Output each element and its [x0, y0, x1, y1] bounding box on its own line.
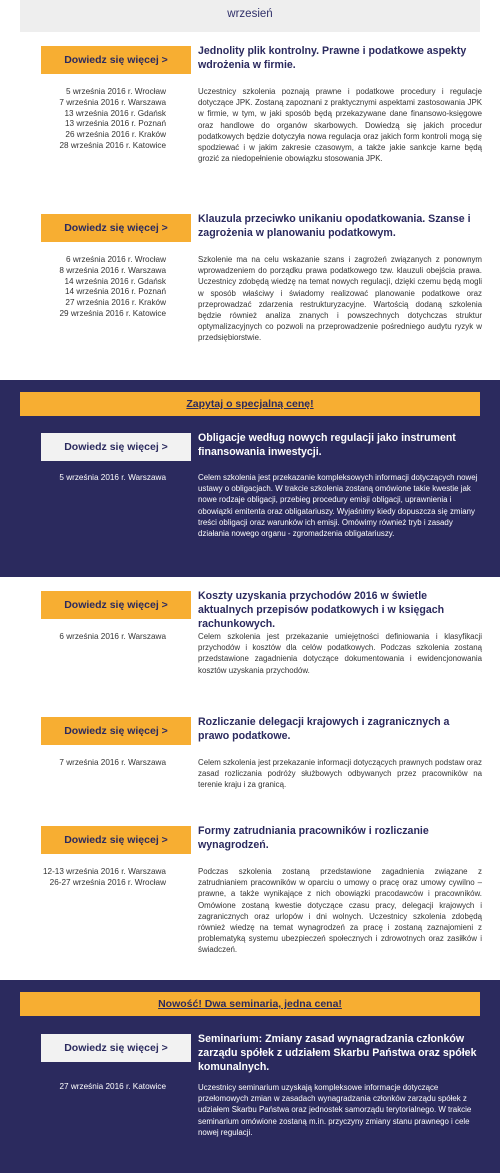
course-6-more-button[interactable]: Dowiedz się więcej >	[41, 826, 191, 854]
course-6-date: 26-27 września 2016 r. Wrocław	[49, 877, 166, 887]
course-1-dates	[0, 87, 166, 152]
course-2-date: 6 września 2016 r. Wrocław	[66, 255, 166, 264]
course-3-description: Celem szkolenia jest przekazanie kompleksowych informacji dotyczących nowej ustawy o obligacjach. W trakcie szkolenia zostaną omówione takie kwestie jak nowe rodzaje obligacji, przebieg procedury emisji obligacji, uprawnienia i obowiązki emitenta oraz obligatariuszy. Wyjaśnimy kiedy dopuszcza się zmiany treści obligacji oraz warunków ich emisji. Omówimy również tryb i zasady działania nowego organu - zgromadzenia obligatariuszy.	[198, 473, 478, 539]
course-7-more-button[interactable]: Dowiedz się więcej >	[41, 1034, 191, 1062]
course-1-date: 5 września 2016 r. Wrocław	[66, 87, 166, 96]
course-6-dates	[0, 867, 166, 889]
course-2-title: Klauzula przeciwko unikaniu opodatkowania. Szanse i zagrożenia w planowaniu podatkowym.	[198, 213, 471, 239]
course-1-date: 26 września 2016 r. Kraków	[65, 130, 166, 140]
course-1-description: Uczestnicy szkolenia poznają prawne i podatkowe procedury i regulacje dotyczące JPK. Zostaną zapoznani z praktycznymi aspektami zastosowania JPK w firmie, w tym, w jaki sposób będą przekazywane dane finansowo-księgowe oraz handlowe do organów skarbowych. Dowiedzą się jakich procedur podatkowych będzie dotyczyła nowa regulacja oraz jakich form kontroli mogą się spodziewać i w jakim zakresie czasowym, a także jakie sankcje karne będą grozić za niedopełnienie obowiązku stosowania JPK.	[198, 87, 482, 164]
course-2-dates	[0, 255, 166, 320]
course-3-more-button[interactable]: Dowiedz się więcej >	[41, 433, 191, 461]
course-4-dates	[0, 632, 166, 643]
course-3-title: Obligacje według nowych regulacji jako instrument finansowania inwestycji.	[198, 432, 456, 458]
two-seminars-section	[0, 980, 500, 1173]
course-2-date: 29 września 2016 r. Katowice	[59, 308, 166, 318]
course-2-date: 27 września 2016 r. Kraków	[65, 298, 166, 308]
course-5-date: 7 września 2016 r. Warszawa	[59, 758, 166, 767]
course-7-date: 27 września 2016 r. Katowice	[59, 1082, 166, 1091]
course-2-date: 14 września 2016 r. Gdańsk	[64, 276, 166, 286]
special-price-link[interactable]: Zapytaj o specjalną cenę!	[20, 392, 480, 416]
course-4-title: Koszty uzyskania przychodów 2016 w świetle aktualnych przepisów podatkowych i w księgach rachunkowych.	[198, 590, 445, 630]
course-5-more-button[interactable]: Dowiedz się więcej >	[41, 717, 191, 745]
course-7-title: Seminarium: Zmiany zasad wynagradzania członków zarządu spółek z udziałem Skarbu Państwa oraz spółek komunalnych.	[198, 1033, 477, 1073]
course-7-description: Uczestnicy seminarium uzyskają kompleksowe informacje dotyczące przełomowych zmian w zasadach wynagradzania członków zarządu spółek z udziałem Skarbu Państwa oraz jednostek samorządu terytorialnego. W trakcie seminarium omówione zostaną m.in. przyczyny zmiany stanu prawnego i cele nowej regulacji.	[198, 1083, 472, 1137]
course-3-dates	[0, 473, 166, 484]
course-5-dates	[0, 758, 166, 769]
course-1-date: 28 września 2016 r. Katowice	[59, 140, 166, 150]
course-1-title: Jednolity plik kontrolny. Prawne i podatkowe aspekty wdrożenia w firmie.	[198, 45, 467, 71]
course-2-more-button[interactable]: Dowiedz się więcej >	[41, 214, 191, 242]
course-1-more-button[interactable]: Dowiedz się więcej >	[41, 46, 191, 74]
course-4-more-button[interactable]: Dowiedz się więcej >	[41, 591, 191, 619]
course-5-title: Rozliczanie delegacji krajowych i zagranicznych a prawo podatkowe.	[198, 716, 450, 742]
course-2-date: 8 września 2016 r. Warszawa	[59, 265, 166, 275]
course-2-description: Szkolenie ma na celu wskazanie szans i zagrożeń związanych z ponownym wprowadzeniem do porządku prawa podatkowego tzw. klauzuli obejścia prawa. Uczestnicy zdobędą wiedzę na temat nowych regulacji, dzięki czemu będą mogli w sposób właściwy i świadomy realizować planowanie podatkowe oraz przeprowadzać zdarzenia restrukturyzacyjne. Wartością dodaną szkolenia będzie również analiza znanych i powszechnych dotychczas struktur optymalizacyjnych co pozwoli na przeprowadzenie pośredniego audytu ryzyk w przedsiębiorstwie.	[198, 255, 482, 343]
course-6-title: Formy zatrudniania pracowników i rozliczanie wynagrodzeń.	[198, 825, 429, 851]
course-2-date: 14 września 2016 r. Poznań	[64, 287, 166, 297]
special-price-section	[0, 380, 500, 577]
course-6-date: 12-13 września 2016 r. Warszawa	[42, 867, 166, 876]
course-1-date: 13 września 2016 r. Poznań	[64, 119, 166, 129]
course-4-description: Celem szkolenia jest przekazanie umiejętności definiowania i klasyfikacji przychodów i kosztów dla celów podatkowych. Podczas szkolenia zostaną przedstawione zagadnienia dotyczące dokumentowania i ewidencjonowania kosztów uzyskania przychodów.	[198, 632, 482, 675]
course-1-date: 7 września 2016 r. Warszawa	[59, 97, 166, 107]
course-5-description: Celem szkolenia jest przekazanie informacji dotyczących prawnych podstaw oraz zasad rozliczania podróży służbowych odbywanych przez pracowników na terenie kraju i za granicą.	[198, 758, 482, 790]
course-4-date: 6 września 2016 r. Warszawa	[59, 632, 166, 641]
two-seminars-link[interactable]: Nowość! Dwa seminaria, jedna cena!	[20, 992, 480, 1016]
month-header: wrzesień	[20, 0, 480, 32]
course-3-date: 5 września 2016 r. Warszawa	[59, 473, 166, 482]
course-7-dates	[0, 1082, 166, 1093]
course-1-date: 13 września 2016 r. Gdańsk	[64, 108, 166, 118]
course-6-description: Podczas szkolenia zostaną przedstawione zagadnienia związane z zatrudnianiem pracowników w oparciu o umowy o pracę oraz umowy cywilno – prawne, a także wynikające z nich obowiązki pracodawców i pracowników. Omówione zostaną kwestie dotyczące czasu pracy, delegacji krajowych i zagranicznych oraz urlopów i dni wolnych. Uczestnicy szkolenia zdobędą również wiedzę na temat wynagrodzeń za pracę i zostaną zaznajomieni z problematyką systemu ubezpieczeń społecznych i zdrowotnych oraz zasiłków i świadczeń.	[198, 867, 482, 955]
